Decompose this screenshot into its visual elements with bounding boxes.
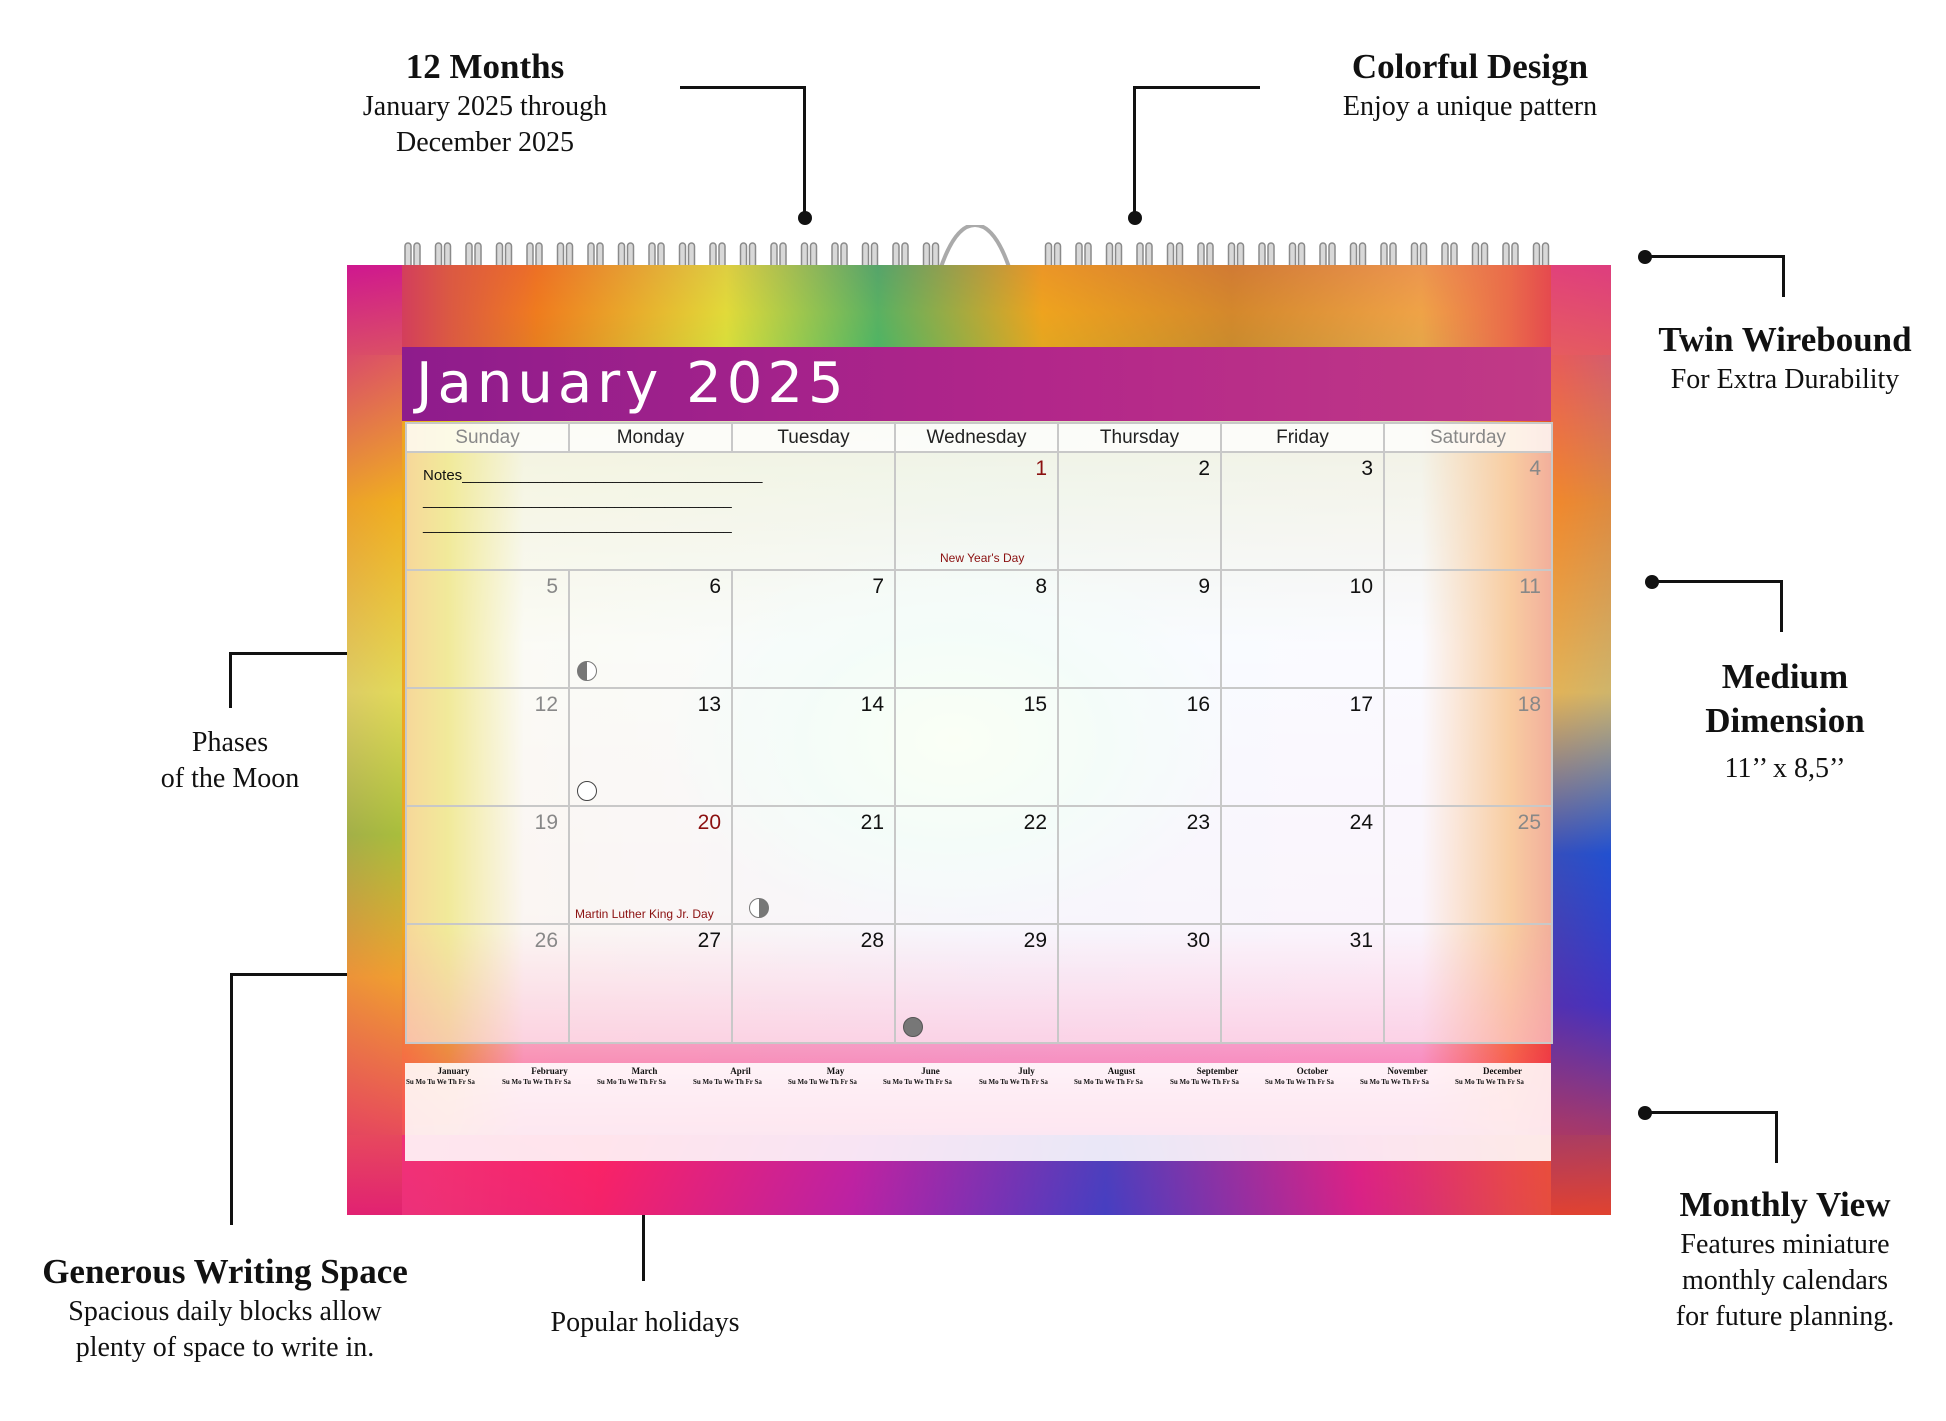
day-cell[interactable] <box>1059 453 1222 571</box>
notes-block[interactable] <box>407 453 896 571</box>
mini-month-title: January <box>437 1066 470 1076</box>
day-cell[interactable] <box>570 571 733 689</box>
first-quarter-moon-icon <box>577 661 597 681</box>
weekday-header: Sunday <box>407 424 570 453</box>
month-banner <box>402 347 1551 421</box>
day-number: 22 <box>1023 811 1047 834</box>
mini-month-title: July <box>1018 1066 1035 1076</box>
mini-calendar <box>788 1065 883 1087</box>
day-number: 3 <box>1361 457 1373 480</box>
callout-text: Enjoy a unique pattern <box>1342 91 1598 122</box>
callout-text: of the Moon <box>160 763 300 794</box>
day-number: 24 <box>1349 811 1373 834</box>
notes-lines: Notes____________________________________ _____________________________________ _____________________________________ <box>423 467 763 534</box>
day-number: 28 <box>860 929 884 952</box>
holiday-label: Martin Luther King Jr. Day <box>575 907 714 921</box>
day-number: 2 <box>1198 457 1210 480</box>
leader-line <box>1645 255 1785 258</box>
mini-month-title: May <box>826 1066 845 1076</box>
mini-weekday-header: Su Mo Tu We Th Fr Sa <box>1170 1078 1239 1086</box>
leader-line <box>230 973 233 1225</box>
day-cell[interactable] <box>570 807 733 925</box>
mini-month-title: April <box>730 1066 751 1076</box>
weekday-header: Monday <box>570 424 733 453</box>
holiday-label: New Year's Day <box>940 551 1025 565</box>
day-cell[interactable] <box>896 807 1059 925</box>
mini-weekday-header: Su Mo Tu We Th Fr Sa <box>1074 1078 1143 1086</box>
leader-dot <box>1128 211 1142 225</box>
day-cell[interactable] <box>570 925 733 1042</box>
new-moon-icon <box>903 1017 923 1037</box>
day-cell[interactable] <box>1385 807 1551 925</box>
mini-weekday-header: Su Mo Tu We Th Fr Sa <box>597 1078 666 1086</box>
day-cell[interactable] <box>1222 689 1385 807</box>
mini-month-title: October <box>1296 1066 1329 1076</box>
weekday-header: Friday <box>1222 424 1385 453</box>
day-number: 20 <box>697 811 721 834</box>
mini-calendar <box>693 1065 788 1087</box>
callout-twin-wirebound <box>1630 318 1940 398</box>
day-cell[interactable] <box>407 925 570 1042</box>
callout-colorful-design <box>1290 45 1650 125</box>
day-cell[interactable] <box>407 807 570 925</box>
callout-writing-space <box>20 1250 430 1366</box>
weekday-header: Tuesday <box>733 424 896 453</box>
day-number: 6 <box>709 575 721 598</box>
day-cell[interactable] <box>1385 571 1551 689</box>
day-number: 30 <box>1186 929 1210 952</box>
leader-line <box>1782 255 1785 297</box>
leader-line <box>803 86 806 216</box>
mini-weekday-header: Su Mo Tu We Th Fr Sa <box>979 1078 1048 1086</box>
mini-calendars-strip <box>405 1063 1551 1161</box>
day-cell[interactable] <box>1059 689 1222 807</box>
day-cell[interactable] <box>733 807 896 925</box>
mini-weekday-header: Su Mo Tu We Th Fr Sa <box>788 1078 857 1086</box>
last-quarter-moon-icon <box>749 898 769 918</box>
mini-calendar <box>597 1065 692 1087</box>
day-number: 31 <box>1349 929 1373 952</box>
day-cell[interactable] <box>896 689 1059 807</box>
day-number: 15 <box>1023 693 1047 716</box>
day-cell[interactable] <box>1222 925 1385 1042</box>
leader-line <box>1645 1111 1778 1114</box>
weekday-header: Wednesday <box>896 424 1059 453</box>
leader-dot <box>798 211 812 225</box>
day-number: 13 <box>697 693 721 716</box>
pattern-right <box>1551 265 1611 1215</box>
pattern-top <box>347 265 1611 355</box>
mini-calendar <box>883 1065 978 1087</box>
day-number: 11 <box>1519 575 1541 598</box>
day-cell[interactable] <box>896 571 1059 689</box>
mini-calendar <box>979 1065 1074 1087</box>
callout-text: 11’’ x 8,5’’ <box>1724 753 1846 784</box>
mini-weekday-header: Su Mo Tu We Th Fr Sa <box>406 1078 475 1086</box>
mini-weekday-header: Su Mo Tu We Th Fr Sa <box>502 1078 571 1086</box>
callout-title: Medium <box>1721 657 1849 696</box>
mini-month-title: June <box>921 1066 940 1076</box>
mini-month-title: August <box>1107 1066 1136 1076</box>
mini-weekday-header: Su Mo Tu We Th Fr Sa <box>693 1078 762 1086</box>
day-cell[interactable] <box>407 571 570 689</box>
callout-title: 12 Months <box>405 47 565 86</box>
mini-calendar <box>502 1065 597 1087</box>
day-number: 4 <box>1529 457 1541 480</box>
mini-calendar <box>406 1065 501 1087</box>
callout-monthly-view <box>1630 1183 1940 1335</box>
day-number: 17 <box>1349 693 1373 716</box>
callout-popular-holidays <box>500 1305 790 1341</box>
day-cell[interactable] <box>1222 571 1385 689</box>
day-cell[interactable] <box>407 689 570 807</box>
month-title: January 2025 <box>416 351 849 416</box>
callout-text: Features miniature <box>1680 1229 1890 1260</box>
wall-calendar <box>347 265 1611 1215</box>
callout-text: plenty of space to write in. <box>75 1332 375 1363</box>
day-cell[interactable] <box>896 925 1059 1042</box>
callout-text: Spacious daily blocks allow <box>68 1296 382 1327</box>
day-number: 27 <box>697 929 721 952</box>
day-cell[interactable] <box>1385 689 1551 807</box>
mini-month-title: November <box>1387 1066 1428 1076</box>
mini-weekday-header: Su Mo Tu We Th Fr Sa <box>1455 1078 1524 1086</box>
callout-12-months <box>320 45 650 161</box>
callout-medium-dimension <box>1630 655 1940 787</box>
day-number: 10 <box>1349 575 1373 598</box>
leader-line <box>229 652 232 708</box>
callout-text: Phases <box>191 727 269 758</box>
mini-calendar <box>1455 1065 1550 1087</box>
mini-calendar <box>1360 1065 1455 1087</box>
weekday-header: Saturday <box>1385 424 1551 453</box>
day-cell[interactable] <box>570 689 733 807</box>
leader-line <box>1133 86 1260 89</box>
mini-weekday-header: Su Mo Tu We Th Fr Sa <box>883 1078 952 1086</box>
day-cell[interactable] <box>1222 807 1385 925</box>
mini-weekday-header: Su Mo Tu We Th Fr Sa <box>1360 1078 1429 1086</box>
day-cell-empty <box>1385 925 1551 1042</box>
month-grid <box>405 422 1553 1044</box>
callout-title: Monthly View <box>1679 1185 1891 1224</box>
day-cell[interactable] <box>1059 925 1222 1042</box>
callout-title: Twin Wirebound <box>1658 320 1912 359</box>
day-cell[interactable] <box>1059 571 1222 689</box>
mini-month-title: February <box>531 1066 568 1076</box>
leader-line <box>1133 86 1136 216</box>
leader-line <box>680 86 806 89</box>
callout-text: for future planning. <box>1675 1301 1895 1332</box>
day-number: 8 <box>1035 575 1047 598</box>
day-number: 14 <box>860 693 884 716</box>
day-cell[interactable] <box>733 571 896 689</box>
leader-line <box>1652 580 1783 583</box>
callout-text: December 2025 <box>395 127 575 158</box>
mini-calendar <box>1170 1065 1265 1087</box>
day-cell[interactable] <box>733 925 896 1042</box>
day-cell[interactable] <box>896 453 1059 571</box>
mini-month-title: March <box>631 1066 658 1076</box>
notes-label: Notes <box>423 467 463 484</box>
callout-moon-phases <box>130 725 330 797</box>
day-number: 19 <box>534 811 558 834</box>
leader-line <box>1780 580 1783 632</box>
day-number: 26 <box>534 929 558 952</box>
day-cell[interactable] <box>1385 453 1551 571</box>
day-number: 16 <box>1186 693 1210 716</box>
day-number: 23 <box>1186 811 1210 834</box>
mini-calendar <box>1265 1065 1360 1087</box>
callout-text: Popular holidays <box>550 1307 740 1338</box>
callout-title: Dimension <box>1705 701 1865 740</box>
day-number: 21 <box>860 811 884 834</box>
mini-calendar <box>1074 1065 1169 1087</box>
callout-text: For Extra Durability <box>1670 364 1900 395</box>
day-cell[interactable] <box>1059 807 1222 925</box>
day-number: 9 <box>1198 575 1210 598</box>
callout-text: January 2025 through <box>362 91 608 122</box>
day-cell[interactable] <box>1222 453 1385 571</box>
leader-line <box>1775 1111 1778 1163</box>
day-number: 1 <box>1035 457 1047 480</box>
mini-month-title: December <box>1483 1066 1522 1076</box>
callout-text: monthly calendars <box>1681 1265 1889 1296</box>
pattern-left <box>347 265 402 1215</box>
day-number: 25 <box>1517 811 1541 834</box>
weekday-header: Thursday <box>1059 424 1222 453</box>
mini-weekday-header: Su Mo Tu We Th Fr Sa <box>1265 1078 1334 1086</box>
callout-title: Generous Writing Space <box>42 1252 408 1291</box>
callout-title: Colorful Design <box>1351 47 1589 86</box>
day-number: 5 <box>546 575 558 598</box>
full-moon-icon <box>577 781 597 801</box>
day-number: 29 <box>1023 929 1047 952</box>
mini-month-title: September <box>1196 1066 1239 1076</box>
day-cell[interactable] <box>733 689 896 807</box>
day-number: 12 <box>534 693 558 716</box>
day-number: 7 <box>872 575 884 598</box>
day-number: 18 <box>1517 693 1541 716</box>
